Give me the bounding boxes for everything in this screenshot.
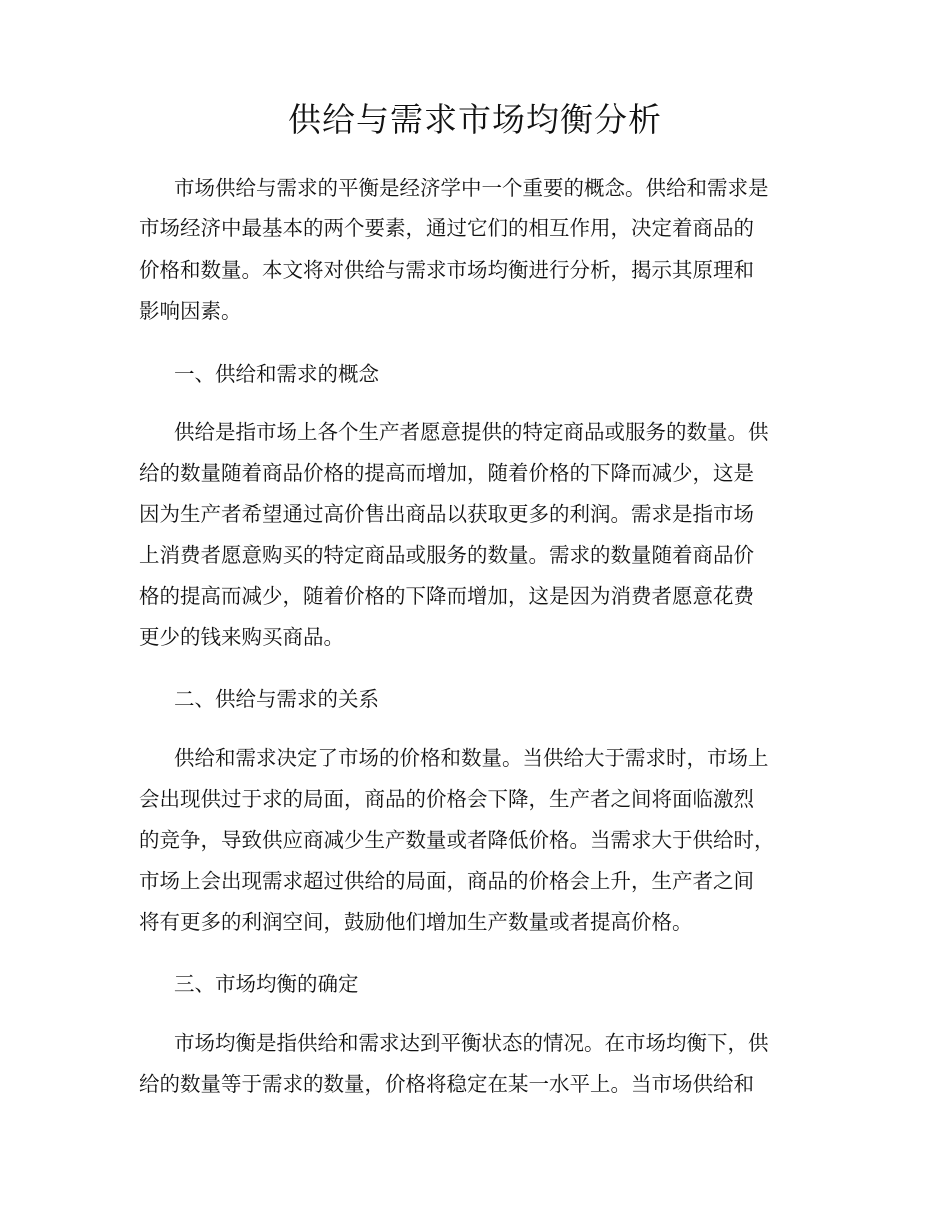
section1-line-2: 给的数量随着商品价格的提高而增加，随着价格的下降而减少，这是 [139, 461, 754, 485]
section-heading-1: 一、供给和需求的概念 [174, 362, 379, 386]
intro-line-2: 市场经济中最基本的两个要素，通过它们的相互作用，决定着商品的 [139, 216, 754, 240]
intro-line-3: 价格和数量。本文将对供给与需求市场均衡进行分析，揭示其原理和 [139, 258, 754, 282]
document-title: 供给与需求市场均衡分析 [288, 100, 662, 139]
section1-line-6: 更少的钱来购买商品。 [139, 625, 344, 649]
section1-line-4: 上消费者愿意购买的特定商品或服务的数量。需求的数量随着商品价 [139, 543, 754, 567]
section1-line-5: 格的提高而减少，随着价格的下降而增加，这是因为消费者愿意花费 [139, 584, 754, 608]
section2-line-5: 将有更多的利润空间，鼓励他们增加生产数量或者提高价格。 [139, 910, 693, 934]
section2-line-3: 的竞争，导致供应商减少生产数量或者降低价格。当需求大于供给时， [139, 828, 775, 852]
intro-line-1: 市场供给与需求的平衡是经济学中一个重要的概念。供给和需求是 [174, 176, 769, 200]
section2-line-1: 供给和需求决定了市场的价格和数量。当供给大于需求时，市场上 [174, 746, 769, 770]
section-heading-2: 二、供给与需求的关系 [174, 687, 379, 711]
section1-line-1: 供给是指市场上各个生产者愿意提供的特定商品或服务的数量。供 [174, 420, 769, 444]
section-heading-3: 三、市场均衡的确定 [174, 972, 359, 996]
intro-line-4: 影响因素。 [139, 299, 242, 323]
section3-line-1: 市场均衡是指供给和需求达到平衡状态的情况。在市场均衡下，供 [174, 1031, 769, 1055]
section2-line-2: 会出现供过于求的局面，商品的价格会下降，生产者之间将面临激烈 [139, 787, 754, 811]
section3-line-2: 给的数量等于需求的数量，价格将稳定在某一水平上。当市场供给和 [139, 1072, 754, 1096]
section1-line-3: 因为生产者希望通过高价售出商品以获取更多的利润。需求是指市场 [139, 502, 754, 526]
section2-line-4: 市场上会出现需求超过供给的局面，商品的价格会上升，生产者之间 [139, 869, 754, 893]
